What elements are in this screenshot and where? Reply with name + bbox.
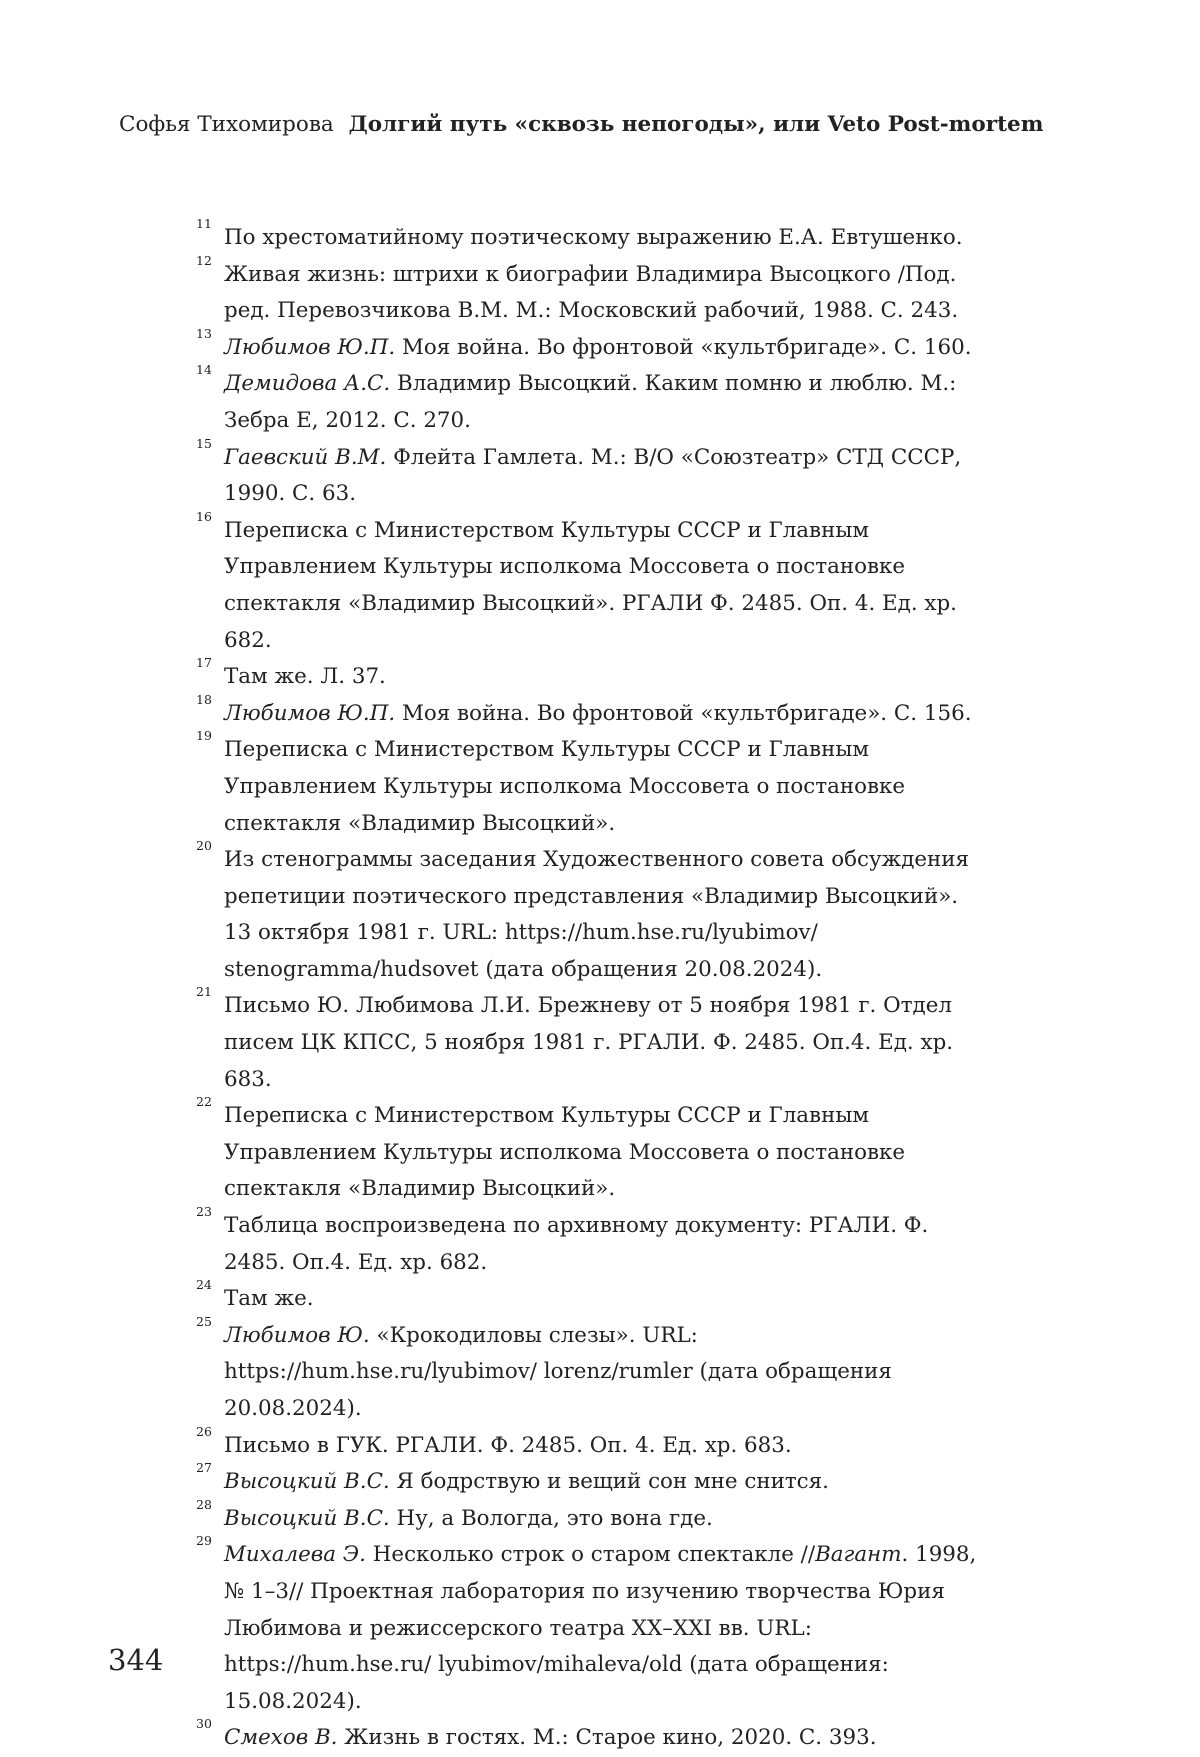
footnote-28: [196, 1496, 986, 1538]
footnote-text: Флейта Гамлета. М.: В/О «Союзтеатр» СТД СССР, 1990. С. 63.: [224, 444, 962, 507]
footnote-text: Я бодрствую и вещий сон мне снится.: [389, 1469, 829, 1495]
footnote-text: Живая жизнь: штрихи к биографии Владимира Высоцкого /Под. ред. Перевозчикова В.М. М.: Московский рабочий, 1988. С. 243.: [224, 261, 959, 324]
footnote-text: Переписка с Министерством Культуры СССР и Главным Управлением Культуры исполкома Моссовета о постановке спектакля «Владимир Высоцкий».: [224, 737, 906, 836]
footnote-author: Любимов Ю.П.: [224, 334, 396, 360]
footnote-number: 21: [196, 984, 212, 1000]
footnote-number: 11: [196, 216, 212, 231]
footnote-number: 12: [196, 252, 212, 268]
footnote-text: Ну, а Вологда, это вона где.: [389, 1505, 713, 1531]
footnote-number: 26: [196, 1423, 212, 1439]
header-author: Софья Тихомирова: [119, 112, 334, 137]
footnote-text: Там же.: [224, 1286, 314, 1312]
footnote-16: [196, 508, 986, 659]
footnote-number: 16: [196, 508, 212, 524]
footnote-author: Любимов Ю.П.: [224, 700, 396, 726]
footnote-author: Демидова А.С.: [224, 371, 391, 397]
footnote-text: Там же. Л. 37.: [224, 664, 386, 690]
footnote-text: Жизнь в гостях. М.: Старое кино, 2020. С. 393.: [337, 1725, 877, 1751]
footnote-21: [196, 984, 986, 1098]
footnote-text: Переписка с Министерством Культуры СССР и Главным Управлением Культуры исполкома Моссовета о постановке спектакля «Владимир Высоцкий». РГАЛИ Ф. 2485. Оп. 4. Ед. хр. 682.: [224, 517, 957, 653]
footnote-13: [196, 325, 986, 367]
footnote-author: Михалева Э.: [224, 1542, 366, 1568]
footnote-text: Письмо Ю. Любимова Л.И. Брежневу от 5 ноября 1981 г. Отдел писем ЦК КПСС, 5 ноября 1981 г. РГАЛИ. Ф. 2485. Оп.4. Ед. хр. 683.: [224, 993, 954, 1092]
footnote-15: [196, 435, 986, 513]
footnote-number: 18: [196, 691, 212, 707]
footnote-number: 19: [196, 728, 212, 744]
footnote-text: Из стенограммы заседания Художественного совета обсуждения репетиции поэтического представления «Владимир Высоцкий». 13 октября 1981 г. URL: https://hum.hse.ru/lyubimov/ stenogramma/hudsovet (дата обращения 20.08.2024).: [224, 847, 970, 982]
footnote-18: [196, 691, 986, 733]
footnote-number: 30: [196, 1716, 212, 1732]
footnote-number: 14: [196, 362, 212, 378]
footnote-17: [196, 655, 986, 696]
running-header: [119, 110, 1043, 140]
footnote-text: Письмо в ГУК. РГАЛИ. Ф. 2485. Оп. 4. Ед. хр. 683.: [224, 1432, 792, 1458]
footnote-number: 23: [196, 1204, 212, 1220]
footnote-27: [196, 1460, 986, 1501]
footnote-number: 28: [196, 1496, 212, 1512]
footnote-23: [196, 1204, 986, 1281]
footnote-12: [196, 252, 986, 330]
footnote-text: «Крокодиловы слезы». URL: https://hum.hse.ru/lyubimov/ lorenz/rumler (дата обращения 20.08.2024).: [224, 1322, 892, 1421]
footnote-author: Высоцкий В.С.: [224, 1469, 390, 1495]
footnote-author: Гаевский В.М.: [224, 444, 387, 470]
footnote-14: [196, 362, 986, 439]
footnote-text: Владимир Высоцкий. Каким помню и люблю. М.: Зебра Е, 2012. С. 270.: [224, 371, 957, 433]
footnote-number: 25: [196, 1313, 212, 1329]
footnote-author: Любимов Ю.: [224, 1322, 370, 1348]
footnote-text: По хрестоматийному поэтическому выражению Е.А. Евтушенко.: [224, 225, 963, 250]
footnote-number: 22: [196, 1094, 212, 1110]
footnote-number: 17: [196, 655, 212, 671]
footnote-text: Моя война. Во фронтовой «культбригаде». С. 160.: [395, 334, 972, 360]
footnote-text: Переписка с Министерством Культуры СССР и Главным Управлением Культуры исполкома Моссовета о постановке спектакля «Владимир Высоцкий».: [224, 1103, 906, 1202]
footnote-24: [196, 1277, 986, 1318]
footnote-journal-title: Вагант: [815, 1542, 902, 1568]
footnote-29: [196, 1533, 986, 1720]
footnote-number: 27: [196, 1460, 212, 1476]
footnote-22: [196, 1094, 986, 1208]
page-number: 344: [108, 1643, 164, 1677]
header-title: Долгий путь «сквозь непогоды», или Veto Post-mortem: [348, 112, 1044, 137]
footnote-author: Высоцкий В.С.: [224, 1505, 390, 1531]
footnote-number: 15: [196, 435, 212, 451]
footnote-19: [196, 728, 986, 842]
footnote-text-continued: . 1998, № 1–3// Проектная лаборатория по изучению творчества Юрия Любимова и режиссерского театра XX–XXI вв. URL: https://hum.hse.ru/ lyubimov/mihaleva/old (дата обращения: 15.08.2024).: [224, 1542, 977, 1714]
footnote-number: 24: [196, 1277, 212, 1293]
footnote-number: 29: [196, 1533, 212, 1549]
footnote-11: [196, 216, 986, 257]
footnote-author: Смехов В.: [224, 1725, 338, 1751]
footnote-text: Таблица воспроизведена по архивному документу: РГАЛИ. Ф. 2485. Оп.4. Ед. хр. 682.: [224, 1213, 929, 1275]
footnotes-list: [196, 216, 986, 1757]
footnote-text: Несколько строк о старом спектакле //: [365, 1542, 816, 1568]
footnote-number: 13: [196, 325, 212, 341]
footnote-30: [196, 1716, 986, 1757]
footnote-text: Моя война. Во фронтовой «культбригаде». С. 156.: [395, 700, 972, 726]
footnote-20: [196, 838, 986, 988]
footnote-26: [196, 1423, 986, 1465]
footnote-25: [196, 1313, 986, 1428]
footnote-number: 20: [196, 838, 212, 854]
